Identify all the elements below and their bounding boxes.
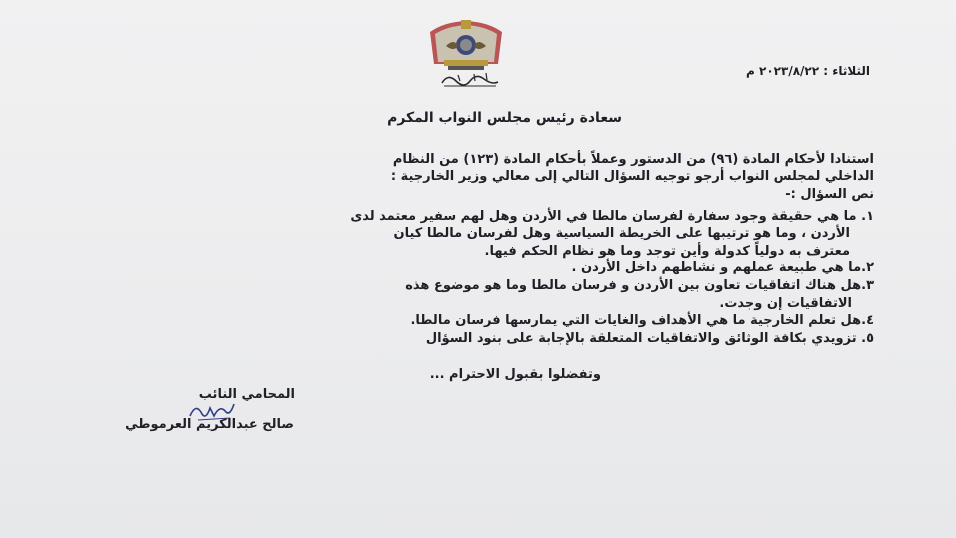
addressee: سعادة رئيس مجلس النواب المكرم xyxy=(387,110,622,126)
question-3-line-2: الاتفاقيات إن وجدت. xyxy=(719,296,852,311)
question-1-line-3: معترف به دولياً كدولة وأين توجد وما هو نظام الحكم فيها. xyxy=(484,244,850,259)
parliament-logo xyxy=(438,69,502,89)
question-3-line-1: ٣.هل هناك اتفاقيات تعاون بين الأردن و فرسان مالطا وما هو موضوع هذه xyxy=(405,278,874,293)
jordan-coat-of-arms-icon xyxy=(424,20,508,72)
question-4: ٤.هل تعلم الخارجية ما هي الأهداف والغايات التي يمارسها فرسان مالطا. xyxy=(410,313,874,328)
question-1-line-1: ١. ما هي حقيقة وجود سفارة لفرسان مالطا في الأردن وهل لهم سفير معتمد لدى xyxy=(350,209,874,224)
questions-heading: نص السؤال :- xyxy=(785,187,874,202)
question-2: ٢.ما هي طبيعة عملهم و نشاطهم داخل الأردن . xyxy=(571,260,874,275)
intro-line-1: استنادا لأحكام المادة (٩٦) من الدستور وعملاً بأحكام المادة (١٢٣) من النظام xyxy=(392,152,874,167)
letter-date: الثلاثاء : ٢٠٢٣/٨/٢٢ م xyxy=(746,64,870,78)
question-1-line-2: الأردن ، وما هو ترتيبها على الخريطة السياسية وهل لفرسان مالطا كيان xyxy=(393,226,850,241)
signature-title: المحامي النائب xyxy=(198,387,295,402)
intro-line-2: الداخلي لمجلس النواب أرجو توجيه السؤال التالي إلى معالي وزير الخارجية : xyxy=(390,169,874,184)
question-5: ٥. تزويدي بكافة الوثائق والاتفاقيات المتعلقة بالإجابة على بنود السؤال xyxy=(425,331,874,346)
closing-line: وتفضلوا بقبول الاحترام ... xyxy=(429,367,601,382)
signature-name: صالح عبدالكريم العرموطي xyxy=(125,417,294,432)
